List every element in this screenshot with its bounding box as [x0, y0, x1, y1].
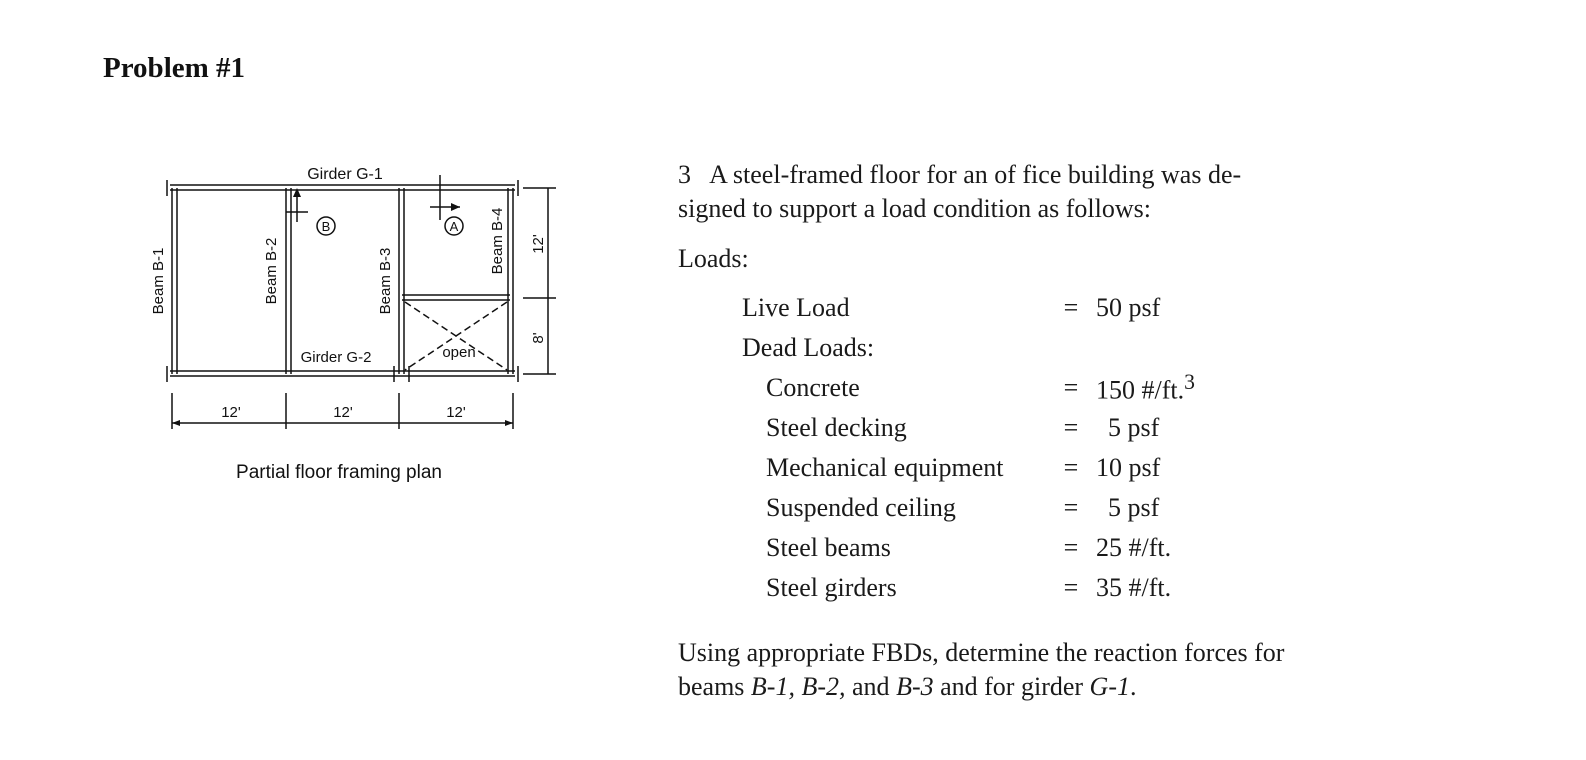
- girder-reference: G-1: [1089, 672, 1130, 701]
- height-dimension-top: 12': [530, 234, 547, 254]
- load-group-label: Dead Loads:: [742, 333, 875, 362]
- span-dimension-3: 12': [446, 404, 466, 421]
- load-row: [742, 328, 1195, 368]
- load-value: 25 #/ft.: [1096, 533, 1172, 562]
- section-b-letter: B: [321, 219, 331, 234]
- beam-b1-label: Beam B-1: [150, 247, 167, 315]
- section-a-arrowhead: [451, 203, 460, 211]
- equals-sign: =: [1063, 413, 1079, 442]
- load-row: [742, 408, 1195, 448]
- load-row: [742, 568, 1195, 608]
- load-name: Steel beams: [766, 533, 891, 562]
- load-value: 5 psf: [1108, 493, 1160, 522]
- beam-reference: B-3: [896, 672, 934, 701]
- load-name: Steel decking: [766, 413, 907, 442]
- load-value: 50 psf: [1096, 293, 1161, 322]
- section-a-letter: A: [449, 219, 459, 234]
- load-value: 5 psf: [1108, 413, 1160, 442]
- load-row: [742, 368, 1195, 408]
- equals-sign: =: [1063, 493, 1079, 522]
- dimension-arrowhead: [172, 420, 180, 426]
- equals-sign: =: [1063, 373, 1079, 402]
- equals-sign: =: [1063, 453, 1079, 482]
- beam-b4-label: Beam B-4: [489, 207, 506, 275]
- question-line-1: Using appropriate FBDs, determine the reaction forces for: [678, 638, 1285, 667]
- question-text: beams: [678, 672, 751, 701]
- height-dimension-bottom: 8': [530, 332, 547, 344]
- open-label: open: [442, 344, 476, 361]
- load-name: Steel girders: [766, 573, 897, 602]
- loads-heading: Loads:: [678, 244, 749, 273]
- question-text: and: [845, 672, 897, 701]
- beam-b3-label: Beam B-3: [377, 247, 394, 315]
- load-value-exponent: 3: [1184, 370, 1195, 395]
- loads-table: [742, 288, 1195, 608]
- load-name: Suspended ceiling: [766, 493, 956, 522]
- girder-g2-label: Girder G-2: [300, 349, 372, 366]
- load-name: Live Load: [742, 293, 850, 322]
- question-text: and for girder: [933, 672, 1090, 701]
- equals-sign: =: [1063, 293, 1079, 322]
- load-row: [742, 488, 1195, 528]
- load-name: Mechanical equipment: [766, 453, 1004, 482]
- load-value: 10 psf: [1096, 453, 1161, 482]
- beam-reference: B-1, B-2,: [750, 672, 846, 701]
- intro-line-2: signed to support a load condition as follows:: [678, 194, 1152, 223]
- load-value: 150 #/ft.: [1096, 375, 1185, 405]
- load-row: [742, 528, 1195, 568]
- dimension-arrowhead: [505, 420, 513, 426]
- span-dimension-2: 12': [333, 404, 353, 421]
- load-name: Concrete: [766, 373, 860, 402]
- problem-number: 3: [678, 160, 691, 189]
- girder-g1-label: Girder G-1: [307, 166, 383, 183]
- floor-framing-plan: [140, 150, 560, 490]
- intro-line-1: A steel-framed floor for an of fice building was de-: [709, 160, 1242, 189]
- equals-sign: =: [1063, 573, 1079, 602]
- problem-heading: Problem #1: [103, 52, 246, 84]
- span-dimension-1: 12': [221, 404, 241, 421]
- load-row: [742, 288, 1195, 328]
- load-row: [742, 448, 1195, 488]
- problem-statement: [678, 158, 1438, 704]
- question-text: .: [1129, 672, 1137, 701]
- load-value: 35 #/ft.: [1096, 573, 1172, 602]
- problem-intro: [678, 158, 1438, 226]
- problem-question: [678, 636, 1438, 704]
- equals-sign: =: [1063, 533, 1079, 562]
- beam-b2-label: Beam B-2: [263, 237, 280, 305]
- figure-caption: Partial floor framing plan: [236, 462, 442, 483]
- load-value-cell: [1084, 368, 1195, 408]
